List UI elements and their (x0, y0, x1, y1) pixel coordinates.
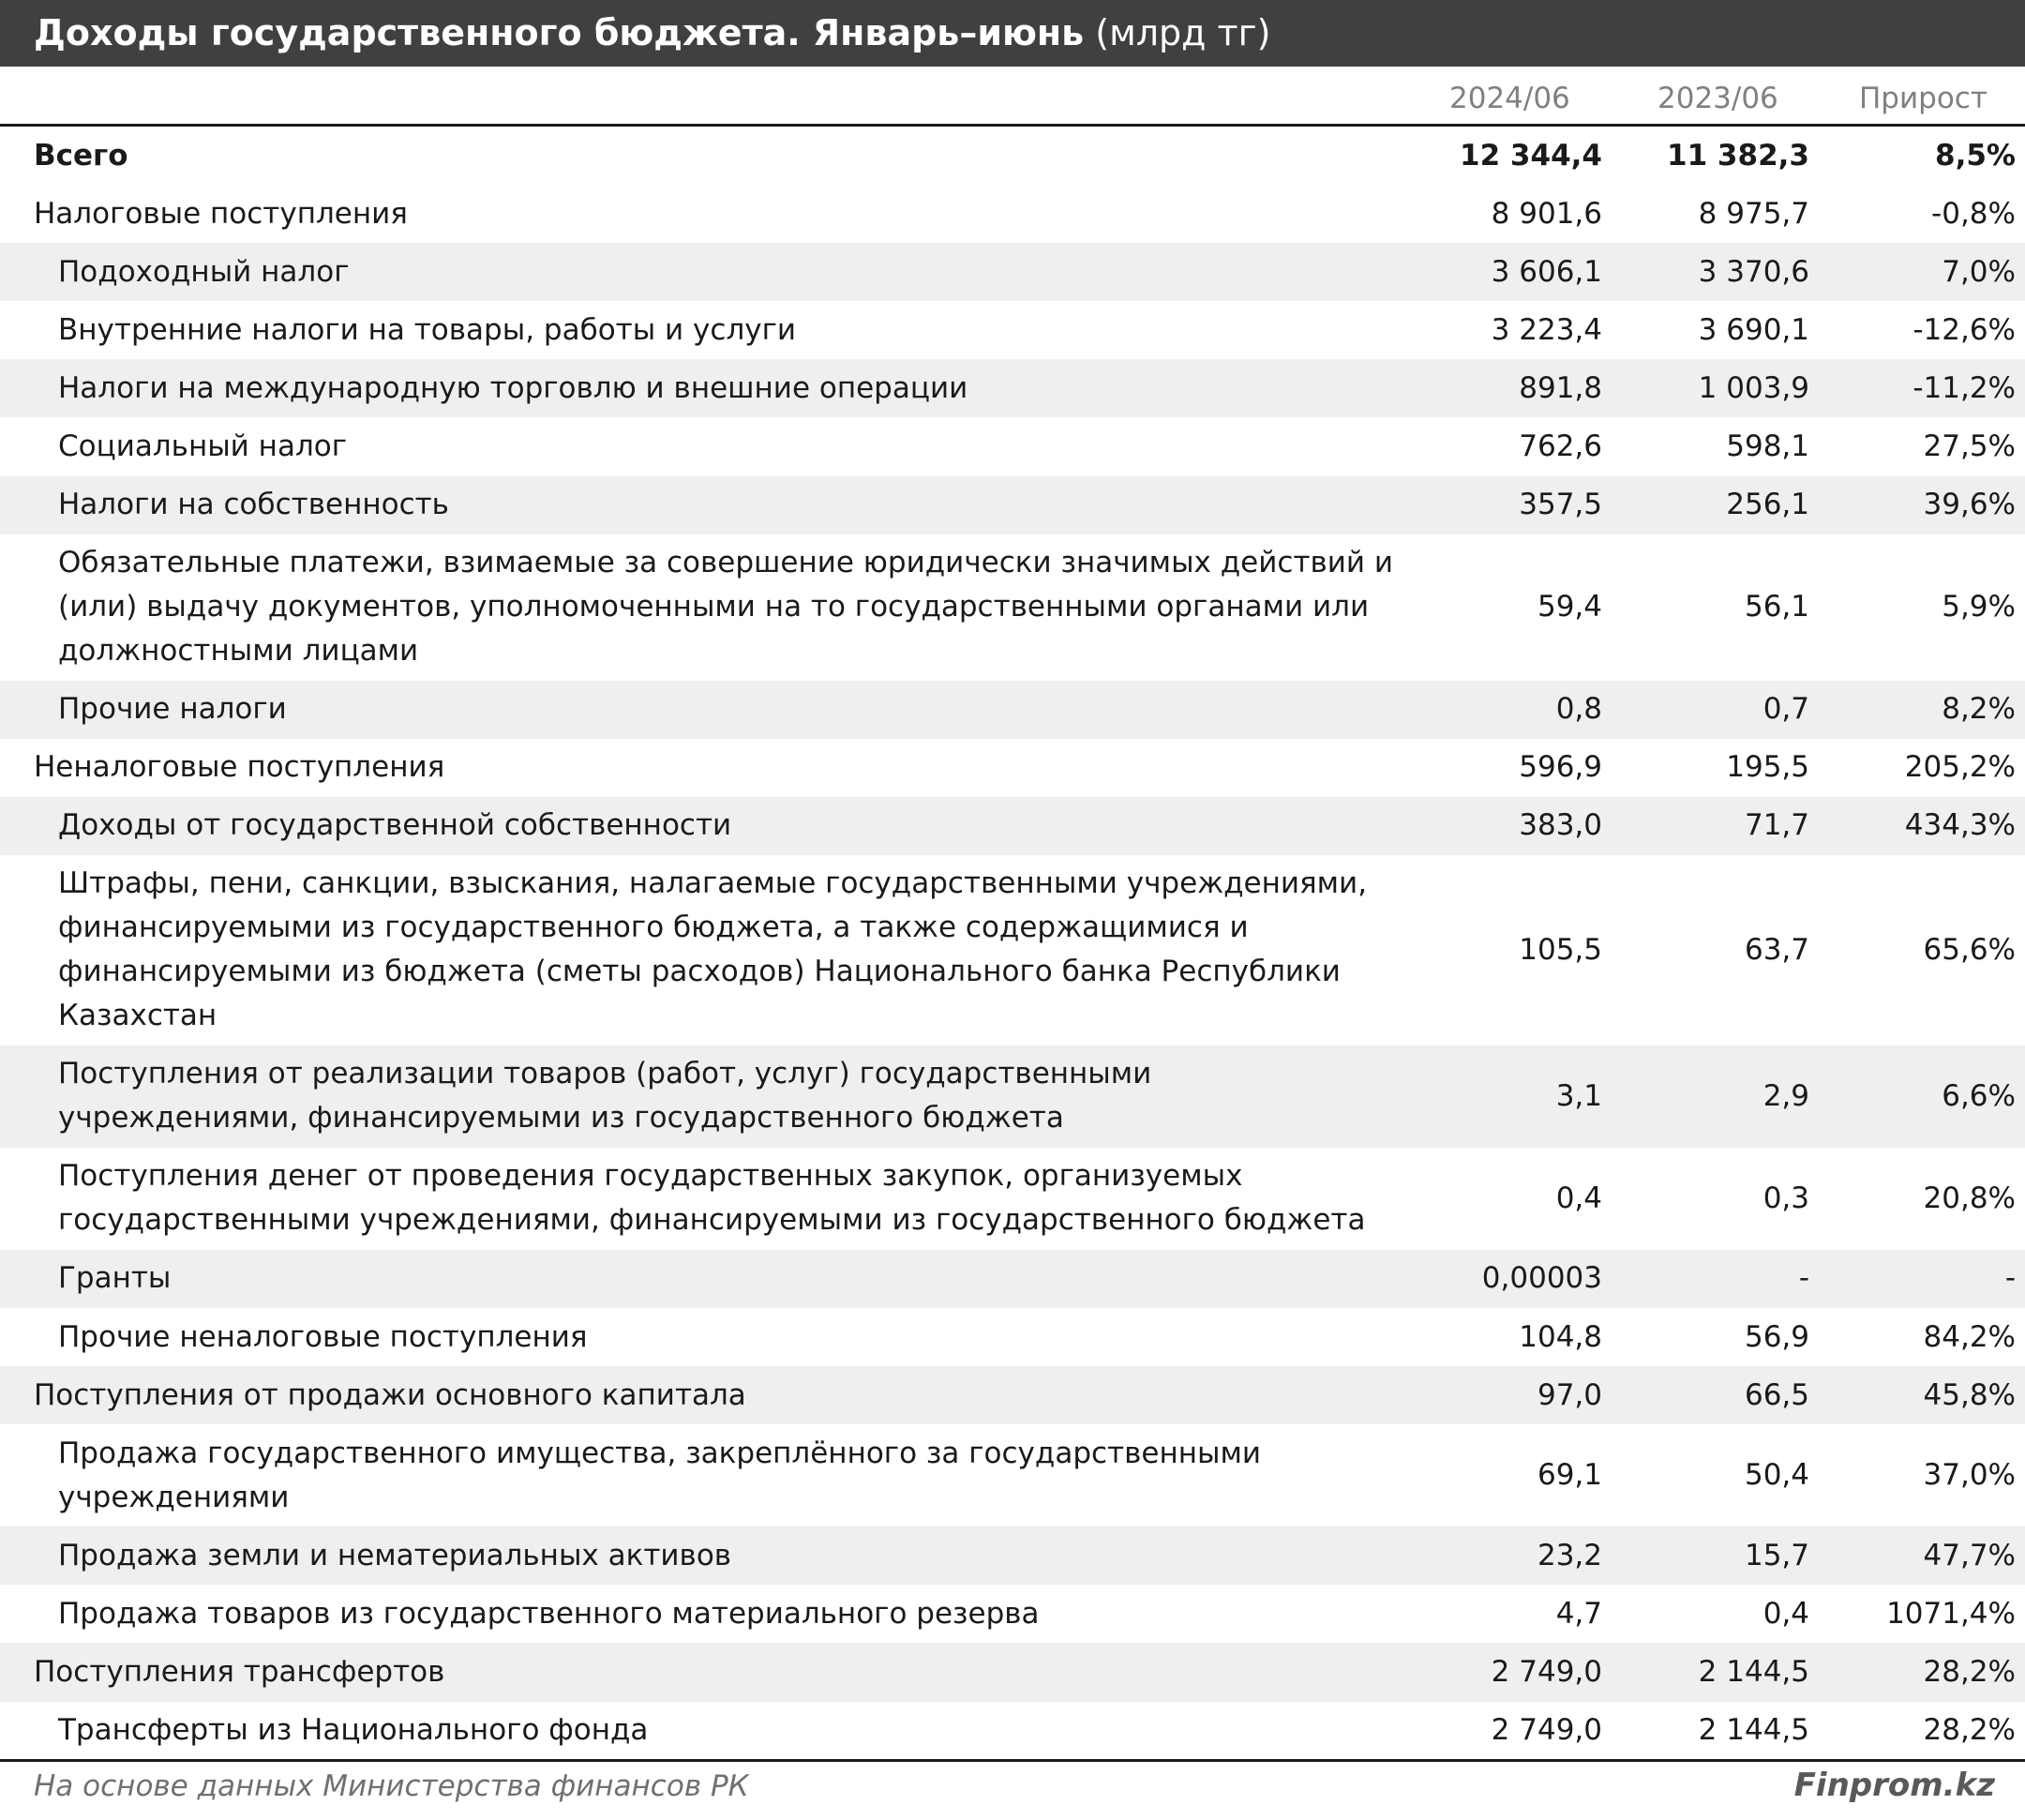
growth-value: 1071,4% (1886, 1596, 2016, 1631)
value-2023: 598,1 (1726, 429, 1809, 464)
value-2024: 8 901,6 (1491, 196, 1602, 231)
growth-value: 205,2% (1904, 750, 2016, 785)
table-row (0, 534, 2025, 681)
row-label: Внутренние налоги на товары, работы и услуги (58, 312, 797, 347)
growth-value: 6,6% (1942, 1078, 2016, 1113)
table-title (0, 0, 2025, 67)
row-label: Продажа государственного имущества, закреплённого за государственными учреждениями (58, 1436, 1261, 1514)
value-2024: 357,5 (1519, 488, 1602, 522)
table-row (0, 1585, 2025, 1643)
value-2023: 15,7 (1744, 1538, 1809, 1572)
value-2024: 596,9 (1519, 750, 1602, 785)
table-row (0, 1424, 2025, 1527)
table-row (0, 797, 2025, 855)
value-2024: 762,6 (1519, 429, 1602, 464)
value-2023: 63,7 (1744, 932, 1809, 967)
finprom-logo: Finprom.kz (1793, 1767, 1995, 1804)
growth-value: 28,2% (1923, 1654, 2016, 1689)
table-row (0, 1366, 2025, 1424)
growth-value: 45,8% (1923, 1377, 2016, 1412)
value-2023: 50,4 (1744, 1458, 1809, 1493)
growth-value: 8,2% (1942, 692, 2016, 727)
table-row (0, 1643, 2025, 1701)
growth-value: 27,5% (1923, 429, 2016, 464)
table-row (0, 243, 2025, 301)
row-label: Социальный налог (58, 429, 348, 464)
value-2024: 0,8 (1555, 692, 1602, 727)
value-2024: 97,0 (1537, 1377, 1602, 1412)
growth-value: 65,6% (1923, 932, 2016, 967)
value-2023: 0,4 (1762, 1596, 1809, 1631)
row-label: Прочие неналоговые поступления (58, 1319, 588, 1354)
table-row (0, 1148, 2025, 1250)
growth-value: 47,7% (1923, 1538, 2016, 1572)
value-2024: 2 749,0 (1491, 1654, 1602, 1689)
source-note: На основе данных Министерства финансов РК (34, 1769, 749, 1803)
value-2023: 3 370,6 (1698, 254, 1809, 289)
value-2023: 11 382,3 (1667, 138, 1809, 173)
budget-table (0, 127, 2025, 1760)
table-row (0, 127, 2025, 185)
table-row (0, 681, 2025, 739)
value-2023: 2 144,5 (1698, 1654, 1809, 1689)
table-row (0, 417, 2025, 475)
value-2024: 105,5 (1519, 932, 1602, 967)
column-header-row (0, 67, 2025, 127)
title-text: Доходы государственного бюджета. Январь–июнь (34, 12, 1085, 53)
table-row (0, 476, 2025, 534)
value-2024: 23,2 (1537, 1538, 1602, 1572)
value-2024: 891,8 (1519, 370, 1602, 405)
growth-value: 8,5% (1935, 138, 2016, 173)
value-2023: 2,9 (1762, 1078, 1809, 1113)
row-label: Подоходный налог (58, 254, 350, 289)
row-label: Поступления от реализации товаров (работ, услуг) государственными учреждениями, финансируемыми из государственного бюджета (58, 1057, 1152, 1136)
row-label: Доходы от государственной собственности (58, 808, 732, 843)
row-label: Налоги на собственность (58, 488, 449, 522)
value-2023: 0,7 (1762, 692, 1809, 727)
table-row (0, 739, 2025, 797)
table-row (0, 1045, 2025, 1148)
value-2024: 59,4 (1537, 590, 1602, 624)
column-header-2024: 2024/06 (1449, 82, 1570, 115)
row-label: Поступления трансфертов (34, 1654, 445, 1689)
value-2024: 383,0 (1519, 808, 1602, 843)
growth-value: 7,0% (1942, 254, 2016, 289)
value-2024: 3 606,1 (1491, 254, 1602, 289)
row-label: Поступления денег от проведения государственных закупок, организуемых государственными учреждениями, финансируемыми из государственного бюджета (58, 1159, 1366, 1238)
value-2023: 71,7 (1744, 808, 1809, 843)
table-row (0, 301, 2025, 359)
table-row (0, 1250, 2025, 1308)
row-label: Штрафы, пени, санкции, взыскания, налагаемые государственными учреждениями, финансируемыми из государственного бюджета, а также содержащимися и финансируемыми из бюджета (сметы расходов) Национального банка Республики Казахстан (58, 866, 1368, 1033)
growth-value: 84,2% (1923, 1319, 2016, 1354)
growth-value: -11,2% (1912, 370, 2016, 405)
value-2024: 69,1 (1537, 1458, 1602, 1493)
table-row (0, 359, 2025, 417)
row-label: Налоговые поступления (34, 196, 408, 231)
value-2023: 0,3 (1762, 1181, 1809, 1215)
row-label: Неналоговые поступления (34, 750, 445, 785)
growth-value: 28,2% (1923, 1713, 2016, 1748)
growth-value: 37,0% (1923, 1458, 2016, 1493)
value-2023: 66,5 (1744, 1377, 1809, 1412)
growth-value: -0,8% (1931, 196, 2016, 231)
value-2024: 3,1 (1555, 1078, 1602, 1113)
value-2024: 2 749,0 (1491, 1713, 1602, 1748)
row-label: Гранты (58, 1261, 172, 1296)
footer-divider (0, 1759, 2025, 1762)
column-header-growth: Прирост (1859, 82, 1988, 115)
value-2023: 195,5 (1726, 750, 1809, 785)
value-2023: 8 975,7 (1698, 196, 1809, 231)
row-label: Продажа земли и нематериальных активов (58, 1538, 732, 1572)
table-row (0, 1527, 2025, 1585)
value-2024: 3 223,4 (1491, 312, 1602, 347)
value-2023: 2 144,5 (1698, 1713, 1809, 1748)
growth-value: - (2004, 1261, 2016, 1296)
row-label: Поступления от продажи основного капитала (34, 1377, 746, 1412)
value-2024: 104,8 (1519, 1319, 1602, 1354)
value-2023: 3 690,1 (1698, 312, 1809, 347)
table-row (0, 1308, 2025, 1366)
growth-value: 20,8% (1923, 1181, 2016, 1215)
table-row (0, 185, 2025, 243)
value-2023: 256,1 (1726, 488, 1809, 522)
table-row (0, 1702, 2025, 1760)
growth-value: 5,9% (1942, 590, 2016, 624)
growth-value: 434,3% (1904, 808, 2016, 843)
row-label: Трансферты из Национального фонда (58, 1713, 649, 1748)
value-2024: 4,7 (1555, 1596, 1602, 1631)
table-row (0, 855, 2025, 1045)
title-unit: (млрд тг) (1084, 12, 1271, 53)
growth-value: -12,6% (1912, 312, 2016, 347)
value-2024: 12 344,4 (1460, 138, 1602, 173)
value-2024: 0,00003 (1481, 1261, 1602, 1296)
value-2023: 1 003,9 (1698, 370, 1809, 405)
row-label: Обязательные платежи, взимаемые за совершение юридически значимых действий и (или) выдачу документов, уполномоченными на то государственными органами или должностными лицами (58, 546, 1394, 669)
value-2024: 0,4 (1555, 1181, 1602, 1215)
row-label: Налоги на международную торговлю и внешние операции (58, 370, 968, 405)
growth-value: 39,6% (1923, 488, 2016, 522)
value-2023: - (1798, 1261, 1809, 1296)
value-2023: 56,1 (1744, 590, 1809, 624)
column-header-2023: 2023/06 (1658, 82, 1778, 115)
value-2023: 56,9 (1744, 1319, 1809, 1354)
row-label: Продажа товаров из государственного материального резерва (58, 1596, 1040, 1631)
row-label: Прочие налоги (58, 692, 287, 727)
row-label: Всего (34, 138, 128, 173)
